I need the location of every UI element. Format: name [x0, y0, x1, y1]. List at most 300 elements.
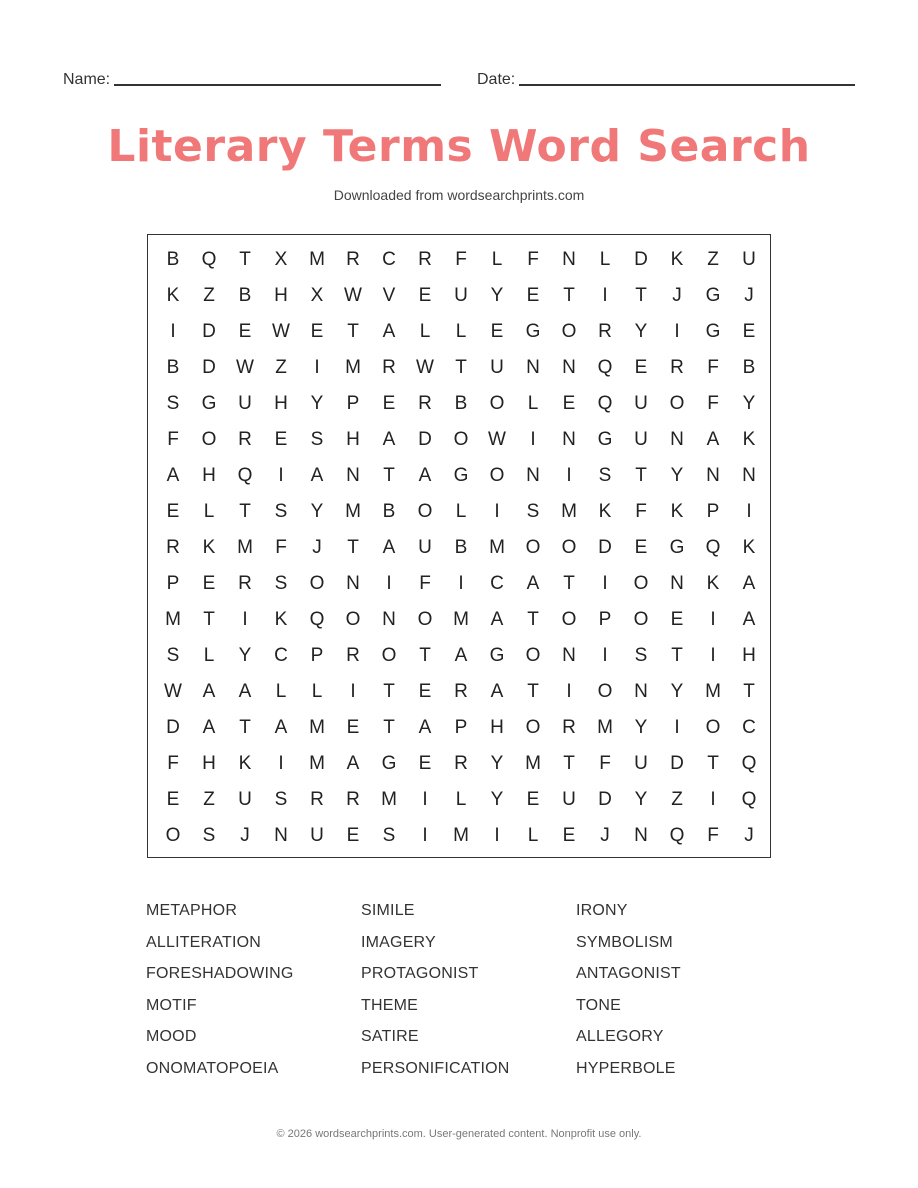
grid-cell[interactable]: K	[238, 753, 252, 774]
grid-cell[interactable]: Z	[203, 285, 215, 306]
word-list-item: ONOMATOPOEIA	[146, 1059, 279, 1077]
grid-cell[interactable]: S	[634, 645, 648, 666]
grid-cell[interactable]: R	[238, 429, 252, 450]
grid-cell[interactable]: A	[742, 573, 756, 594]
grid-cell[interactable]: E	[526, 789, 540, 810]
grid-cell[interactable]: A	[418, 465, 432, 486]
grid-cell[interactable]: E	[418, 753, 432, 774]
grid-cell[interactable]: F	[275, 537, 287, 558]
grid-cell[interactable]: A	[382, 537, 396, 558]
grid-cell[interactable]: X	[274, 249, 288, 270]
grid-cell[interactable]: T	[239, 717, 251, 738]
grid-cell[interactable]: M	[309, 717, 325, 738]
grid-cell[interactable]: S	[526, 501, 540, 522]
grid-cell[interactable]: I	[242, 609, 248, 630]
grid-cell[interactable]: K	[742, 429, 756, 450]
grid-cell[interactable]: I	[602, 573, 608, 594]
grid-cell[interactable]: I	[566, 681, 572, 702]
grid-cell[interactable]: O	[417, 501, 433, 522]
word-list-item: PROTAGONIST	[361, 965, 479, 982]
grid-cell[interactable]: O	[345, 609, 361, 630]
grid-cell[interactable]: D	[202, 321, 216, 342]
grid-cell[interactable]: C	[742, 717, 756, 738]
word-list-item: SYMBOLISM	[576, 933, 673, 951]
grid-cell[interactable]: T	[383, 717, 395, 738]
grid-cell[interactable]: L	[491, 249, 503, 270]
grid-cell[interactable]: H	[274, 285, 288, 306]
grid-cell[interactable]: G	[705, 285, 721, 306]
grid-cell[interactable]: R	[346, 249, 360, 270]
grid-cell[interactable]: E	[490, 321, 504, 342]
grid-cell[interactable]: Q	[237, 465, 253, 486]
grid-cell[interactable]: T	[347, 321, 359, 342]
word-list-item: ALLITERATION	[146, 933, 262, 951]
grid-cell[interactable]: U	[562, 789, 576, 810]
grid-cell[interactable]: L	[455, 501, 467, 522]
grid-cell[interactable]: S	[274, 573, 288, 594]
grid-cell[interactable]: N	[742, 465, 756, 486]
grid-cell[interactable]: P	[598, 609, 612, 630]
grid-cell[interactable]: H	[202, 753, 216, 774]
word-list-item: HYPERBOLE	[576, 1059, 676, 1077]
grid-cell[interactable]: T	[527, 609, 539, 630]
grid-cell[interactable]: O	[633, 573, 649, 594]
grid-cell[interactable]: F	[527, 249, 539, 270]
grid-cell[interactable]: N	[346, 573, 360, 594]
grid-cell[interactable]: I	[530, 429, 536, 450]
grid-cell[interactable]: T	[635, 285, 647, 306]
grid-cell[interactable]: E	[310, 321, 324, 342]
grid-cell[interactable]: M	[237, 537, 253, 558]
grid-cell[interactable]: J	[672, 285, 682, 306]
grid-cell[interactable]: D	[670, 753, 684, 774]
grid-cell[interactable]: N	[562, 249, 576, 270]
grid-cell[interactable]: J	[312, 537, 322, 558]
grid-cell[interactable]: F	[455, 249, 467, 270]
grid-cell[interactable]: E	[202, 573, 216, 594]
grid-cell[interactable]: E	[382, 393, 396, 414]
grid-cell[interactable]: T	[635, 465, 647, 486]
grid-cell[interactable]: H	[490, 717, 504, 738]
name-field[interactable]	[63, 68, 441, 90]
grid-cell[interactable]: Q	[597, 393, 613, 414]
grid-cell[interactable]: F	[599, 753, 611, 774]
grid-cell[interactable]: M	[345, 501, 361, 522]
grid-cell[interactable]: J	[240, 825, 250, 846]
grid-cell[interactable]: Q	[705, 537, 721, 558]
grid-cell[interactable]: S	[166, 645, 180, 666]
grid-cell[interactable]: B	[454, 393, 468, 414]
grid-cell[interactable]: E	[166, 501, 180, 522]
grid-cell[interactable]: I	[602, 285, 608, 306]
grid-cell[interactable]: R	[598, 321, 612, 342]
grid-cell[interactable]: M	[561, 501, 577, 522]
grid-cell[interactable]: G	[597, 429, 613, 450]
grid-cell[interactable]: F	[167, 753, 179, 774]
grid-cell[interactable]: M	[597, 717, 613, 738]
grid-cell[interactable]: I	[710, 645, 716, 666]
grid-cell[interactable]: L	[203, 501, 215, 522]
grid-cell[interactable]: N	[706, 465, 720, 486]
grid-cell[interactable]: A	[346, 753, 360, 774]
grid-cell[interactable]: H	[346, 429, 360, 450]
grid-cell[interactable]: L	[203, 645, 215, 666]
grid-cell[interactable]: G	[705, 321, 721, 342]
grid-cell[interactable]: I	[386, 573, 392, 594]
grid-cell[interactable]: I	[170, 321, 176, 342]
grid-cell[interactable]: I	[566, 465, 572, 486]
grid-cell[interactable]: R	[562, 717, 576, 738]
grid-cell[interactable]: U	[454, 285, 468, 306]
grid-cell[interactable]: O	[201, 429, 217, 450]
grid-cell[interactable]: S	[202, 825, 216, 846]
grid-cell[interactable]: O	[381, 645, 397, 666]
grid-cell[interactable]: I	[422, 789, 428, 810]
grid-cell[interactable]: P	[706, 501, 720, 522]
grid-cell[interactable]: U	[238, 789, 252, 810]
grid-cell[interactable]: A	[202, 717, 216, 738]
grid-cell[interactable]: R	[454, 753, 468, 774]
grid-cell[interactable]: Q	[597, 357, 613, 378]
grid-cell[interactable]: R	[454, 681, 468, 702]
grid-cell[interactable]: S	[274, 789, 288, 810]
grid-cell[interactable]: L	[419, 321, 431, 342]
grid-cell[interactable]: O	[525, 537, 541, 558]
grid-cell[interactable]: N	[670, 429, 684, 450]
grid-cell[interactable]: L	[527, 825, 539, 846]
date-field[interactable]	[477, 68, 855, 90]
grid-cell[interactable]: T	[239, 249, 251, 270]
grid-cell[interactable]: P	[346, 393, 360, 414]
grid-cell[interactable]: N	[562, 429, 576, 450]
grid-cell[interactable]: K	[670, 501, 684, 522]
grid-cell[interactable]: F	[707, 393, 719, 414]
grid-cell[interactable]: O	[309, 573, 325, 594]
grid-cell[interactable]: M	[453, 825, 469, 846]
grid-cell[interactable]: W	[236, 357, 254, 378]
grid-cell[interactable]: Q	[309, 609, 325, 630]
grid-cell[interactable]: U	[742, 249, 756, 270]
grid-cell[interactable]: O	[561, 321, 577, 342]
word-list-item: IRONY	[576, 902, 628, 919]
grid-cell[interactable]: A	[490, 609, 504, 630]
grid-cell[interactable]: I	[674, 321, 680, 342]
grid-cell[interactable]: H	[202, 465, 216, 486]
grid-cell[interactable]: A	[382, 429, 396, 450]
grid-cell[interactable]: T	[455, 357, 467, 378]
grid-cell[interactable]: K	[706, 573, 720, 594]
grid-cell[interactable]: W	[344, 285, 362, 306]
grid-cell[interactable]: N	[634, 681, 648, 702]
grid-cell[interactable]: M	[705, 681, 721, 702]
grid-cell[interactable]: L	[599, 249, 611, 270]
grid-cell[interactable]: M	[453, 609, 469, 630]
grid-cell[interactable]: I	[314, 357, 320, 378]
grid-cell[interactable]: O	[669, 393, 685, 414]
grid-cell[interactable]: M	[489, 537, 505, 558]
grid-cell[interactable]: R	[238, 573, 252, 594]
grid-cell[interactable]: D	[598, 789, 612, 810]
grid-cell[interactable]: F	[167, 429, 179, 450]
grid-cell[interactable]: I	[458, 573, 464, 594]
grid-cell[interactable]: G	[201, 393, 217, 414]
grid-cell[interactable]: E	[670, 609, 684, 630]
grid-cell[interactable]: P	[166, 573, 180, 594]
grid-cell[interactable]: B	[166, 249, 180, 270]
grid-cell[interactable]: P	[310, 645, 324, 666]
grid-cell[interactable]: K	[670, 249, 684, 270]
grid-cell[interactable]: O	[525, 717, 541, 738]
grid-cell[interactable]: T	[671, 645, 683, 666]
grid-cell[interactable]: P	[454, 717, 468, 738]
grid-cell[interactable]: O	[417, 609, 433, 630]
grid-cell[interactable]: D	[598, 537, 612, 558]
grid-cell[interactable]: E	[634, 537, 648, 558]
grid-cell[interactable]: Y	[490, 789, 504, 810]
grid-cell[interactable]: Y	[310, 501, 324, 522]
grid-cell[interactable]: A	[202, 681, 216, 702]
grid-cell[interactable]: O	[633, 609, 649, 630]
grid-cell[interactable]: U	[634, 753, 648, 774]
grid-cell[interactable]: K	[202, 537, 216, 558]
grid-cell[interactable]: T	[203, 609, 215, 630]
grid-cell[interactable]: N	[346, 465, 360, 486]
grid-cell[interactable]: R	[382, 357, 396, 378]
grid-cell[interactable]: N	[274, 825, 288, 846]
grid-cell[interactable]: Y	[742, 393, 756, 414]
grid-cell[interactable]: G	[453, 465, 469, 486]
grid-cell[interactable]: Y	[490, 285, 504, 306]
grid-cell[interactable]: L	[275, 681, 287, 702]
grid-cell[interactable]: R	[166, 537, 180, 558]
grid-cell[interactable]: T	[527, 681, 539, 702]
grid-cell[interactable]: M	[165, 609, 181, 630]
grid-cell[interactable]: M	[309, 753, 325, 774]
grid-cell[interactable]: I	[710, 609, 716, 630]
grid-cell[interactable]: N	[526, 357, 540, 378]
grid-cell[interactable]: A	[490, 681, 504, 702]
grid-cell[interactable]: D	[634, 249, 648, 270]
grid-cell[interactable]: I	[710, 789, 716, 810]
puzzle-grid-frame	[147, 234, 771, 858]
grid-cell[interactable]: I	[494, 825, 500, 846]
grid-cell[interactable]: R	[346, 789, 360, 810]
grid-cell[interactable]: B	[238, 285, 252, 306]
grid-cell[interactable]: J	[600, 825, 610, 846]
grid-cell[interactable]: X	[310, 285, 324, 306]
grid-cell[interactable]: Y	[238, 645, 252, 666]
grid-cell[interactable]: O	[561, 537, 577, 558]
grid-cell[interactable]: N	[562, 645, 576, 666]
grid-cell[interactable]: E	[346, 717, 360, 738]
grid-cell[interactable]: A	[166, 465, 180, 486]
grid-cell[interactable]: J	[744, 825, 754, 846]
grid-cell[interactable]: E	[562, 393, 576, 414]
grid-cell[interactable]: C	[274, 645, 288, 666]
grid-cell[interactable]: Y	[670, 465, 684, 486]
grid-cell[interactable]: A	[418, 717, 432, 738]
grid-cell[interactable]: Q	[201, 249, 217, 270]
grid-cell[interactable]: S	[598, 465, 612, 486]
grid-cell[interactable]: Z	[203, 789, 215, 810]
grid-cell[interactable]: Y	[310, 393, 324, 414]
grid-cell[interactable]: S	[274, 501, 288, 522]
grid-cell[interactable]: F	[707, 825, 719, 846]
grid-cell[interactable]: N	[670, 573, 684, 594]
grid-cell[interactable]: I	[278, 465, 284, 486]
grid-cell[interactable]: I	[602, 645, 608, 666]
grid-cell[interactable]: Q	[741, 753, 757, 774]
grid-cell[interactable]: M	[381, 789, 397, 810]
grid-cell[interactable]: E	[418, 681, 432, 702]
grid-cell[interactable]: O	[561, 609, 577, 630]
grid-cell[interactable]: E	[346, 825, 360, 846]
grid-cell[interactable]: S	[382, 825, 396, 846]
grid-cell[interactable]: U	[238, 393, 252, 414]
grid-cell[interactable]: A	[742, 609, 756, 630]
grid-cell[interactable]: G	[381, 753, 397, 774]
grid-cell[interactable]: Y	[634, 321, 648, 342]
grid-cell[interactable]: M	[345, 357, 361, 378]
grid-cell[interactable]: T	[383, 681, 395, 702]
grid-cell[interactable]: W	[272, 321, 290, 342]
grid-cell[interactable]: L	[311, 681, 323, 702]
grid-cell[interactable]: I	[494, 501, 500, 522]
grid-cell[interactable]: D	[166, 717, 180, 738]
grid-cell[interactable]: U	[634, 393, 648, 414]
grid-cell[interactable]: G	[525, 321, 541, 342]
grid-cell[interactable]: W	[416, 357, 434, 378]
grid-cell[interactable]: E	[634, 357, 648, 378]
grid-cell[interactable]: F	[419, 573, 431, 594]
grid-cell[interactable]: L	[455, 789, 467, 810]
grid-cell[interactable]: M	[525, 753, 541, 774]
grid-cell[interactable]: I	[350, 681, 356, 702]
grid-cell[interactable]: C	[382, 249, 396, 270]
date-label: Date:	[477, 71, 516, 88]
grid-cell[interactable]: I	[674, 717, 680, 738]
grid-cell[interactable]: R	[310, 789, 324, 810]
grid-cell[interactable]: G	[669, 537, 685, 558]
grid-cell[interactable]: E	[238, 321, 252, 342]
grid-cell[interactable]: O	[453, 429, 469, 450]
grid-cell[interactable]: Y	[634, 717, 648, 738]
grid-cell[interactable]: A	[706, 429, 720, 450]
grid-cell[interactable]: U	[418, 537, 432, 558]
grid-cell[interactable]: O	[525, 645, 541, 666]
grid-cell[interactable]: O	[597, 681, 613, 702]
grid-cell[interactable]: N	[382, 609, 396, 630]
grid-cell[interactable]: T	[383, 465, 395, 486]
grid-cell[interactable]: E	[418, 285, 432, 306]
word-list	[146, 897, 796, 1086]
grid-cell[interactable]: H	[742, 645, 756, 666]
grid-cell[interactable]: R	[418, 249, 432, 270]
grid-cell[interactable]: F	[635, 501, 647, 522]
grid-cell[interactable]: T	[743, 681, 755, 702]
grid-cell[interactable]: S	[166, 393, 180, 414]
grid-cell[interactable]: O	[489, 393, 505, 414]
grid-cell[interactable]: U	[634, 429, 648, 450]
grid-cell[interactable]: I	[746, 501, 752, 522]
grid-cell[interactable]: N	[562, 357, 576, 378]
grid-cell[interactable]: L	[527, 393, 539, 414]
grid-cell[interactable]: Y	[490, 753, 504, 774]
grid-cell[interactable]: K	[274, 609, 288, 630]
grid-cell[interactable]: F	[707, 357, 719, 378]
grid-cell[interactable]: A	[238, 681, 252, 702]
grid-cell[interactable]: Y	[634, 789, 648, 810]
grid-cell[interactable]: B	[454, 537, 468, 558]
grid-cell[interactable]: O	[489, 465, 505, 486]
grid-cell[interactable]: E	[166, 789, 180, 810]
grid-cell[interactable]: K	[742, 537, 756, 558]
grid-cell[interactable]: W	[164, 681, 182, 702]
grid-cell[interactable]: Y	[670, 681, 684, 702]
grid-cell[interactable]: Z	[707, 249, 719, 270]
grid-cell[interactable]: A	[526, 573, 540, 594]
grid-cell[interactable]: I	[422, 825, 428, 846]
grid-cell[interactable]: R	[418, 393, 432, 414]
grid-cell[interactable]: E	[526, 285, 540, 306]
grid-cell[interactable]: G	[489, 645, 505, 666]
grid-cell[interactable]: Z	[275, 357, 287, 378]
grid-cell[interactable]: B	[382, 501, 396, 522]
grid-cell[interactable]: T	[563, 573, 575, 594]
grid-cell[interactable]: S	[310, 429, 324, 450]
grid-cell[interactable]: C	[490, 573, 504, 594]
grid-cell[interactable]: D	[418, 429, 432, 450]
grid-cell[interactable]: B	[742, 357, 756, 378]
grid-cell[interactable]: H	[274, 393, 288, 414]
grid-cell[interactable]: E	[562, 825, 576, 846]
grid-cell[interactable]: N	[526, 465, 540, 486]
grid-cell[interactable]: T	[419, 645, 431, 666]
grid-cell[interactable]: I	[278, 753, 284, 774]
grid-cell[interactable]: W	[488, 429, 506, 450]
grid-cell[interactable]: A	[454, 645, 468, 666]
grid-cell[interactable]: Q	[741, 789, 757, 810]
grid-cell[interactable]: U	[310, 825, 324, 846]
grid-cell[interactable]: D	[202, 357, 216, 378]
grid-cell[interactable]: U	[490, 357, 504, 378]
grid-cell[interactable]: E	[742, 321, 756, 342]
grid-cell[interactable]: O	[165, 825, 181, 846]
grid-cell[interactable]: N	[634, 825, 648, 846]
grid-cell[interactable]: R	[670, 357, 684, 378]
grid-cell[interactable]: A	[382, 321, 396, 342]
grid-cell[interactable]: J	[744, 285, 754, 306]
grid-cell[interactable]: Z	[671, 789, 683, 810]
grid-cell[interactable]: L	[455, 321, 467, 342]
grid-cell[interactable]: V	[382, 285, 396, 306]
grid-cell[interactable]: B	[166, 357, 180, 378]
grid-cell[interactable]: M	[309, 249, 325, 270]
grid-cell[interactable]: T	[347, 537, 359, 558]
grid-cell[interactable]: E	[274, 429, 288, 450]
grid-cell[interactable]: A	[274, 717, 288, 738]
grid-cell[interactable]: R	[346, 645, 360, 666]
grid-cell[interactable]: Q	[669, 825, 685, 846]
grid-cell[interactable]: T	[563, 285, 575, 306]
grid-cell[interactable]: O	[705, 717, 721, 738]
grid-cell[interactable]: T	[239, 501, 251, 522]
grid-cell[interactable]: T	[707, 753, 719, 774]
grid-cell[interactable]: K	[166, 285, 180, 306]
grid-cell[interactable]: T	[563, 753, 575, 774]
grid-cell[interactable]: A	[310, 465, 324, 486]
grid-cell[interactable]: K	[598, 501, 612, 522]
